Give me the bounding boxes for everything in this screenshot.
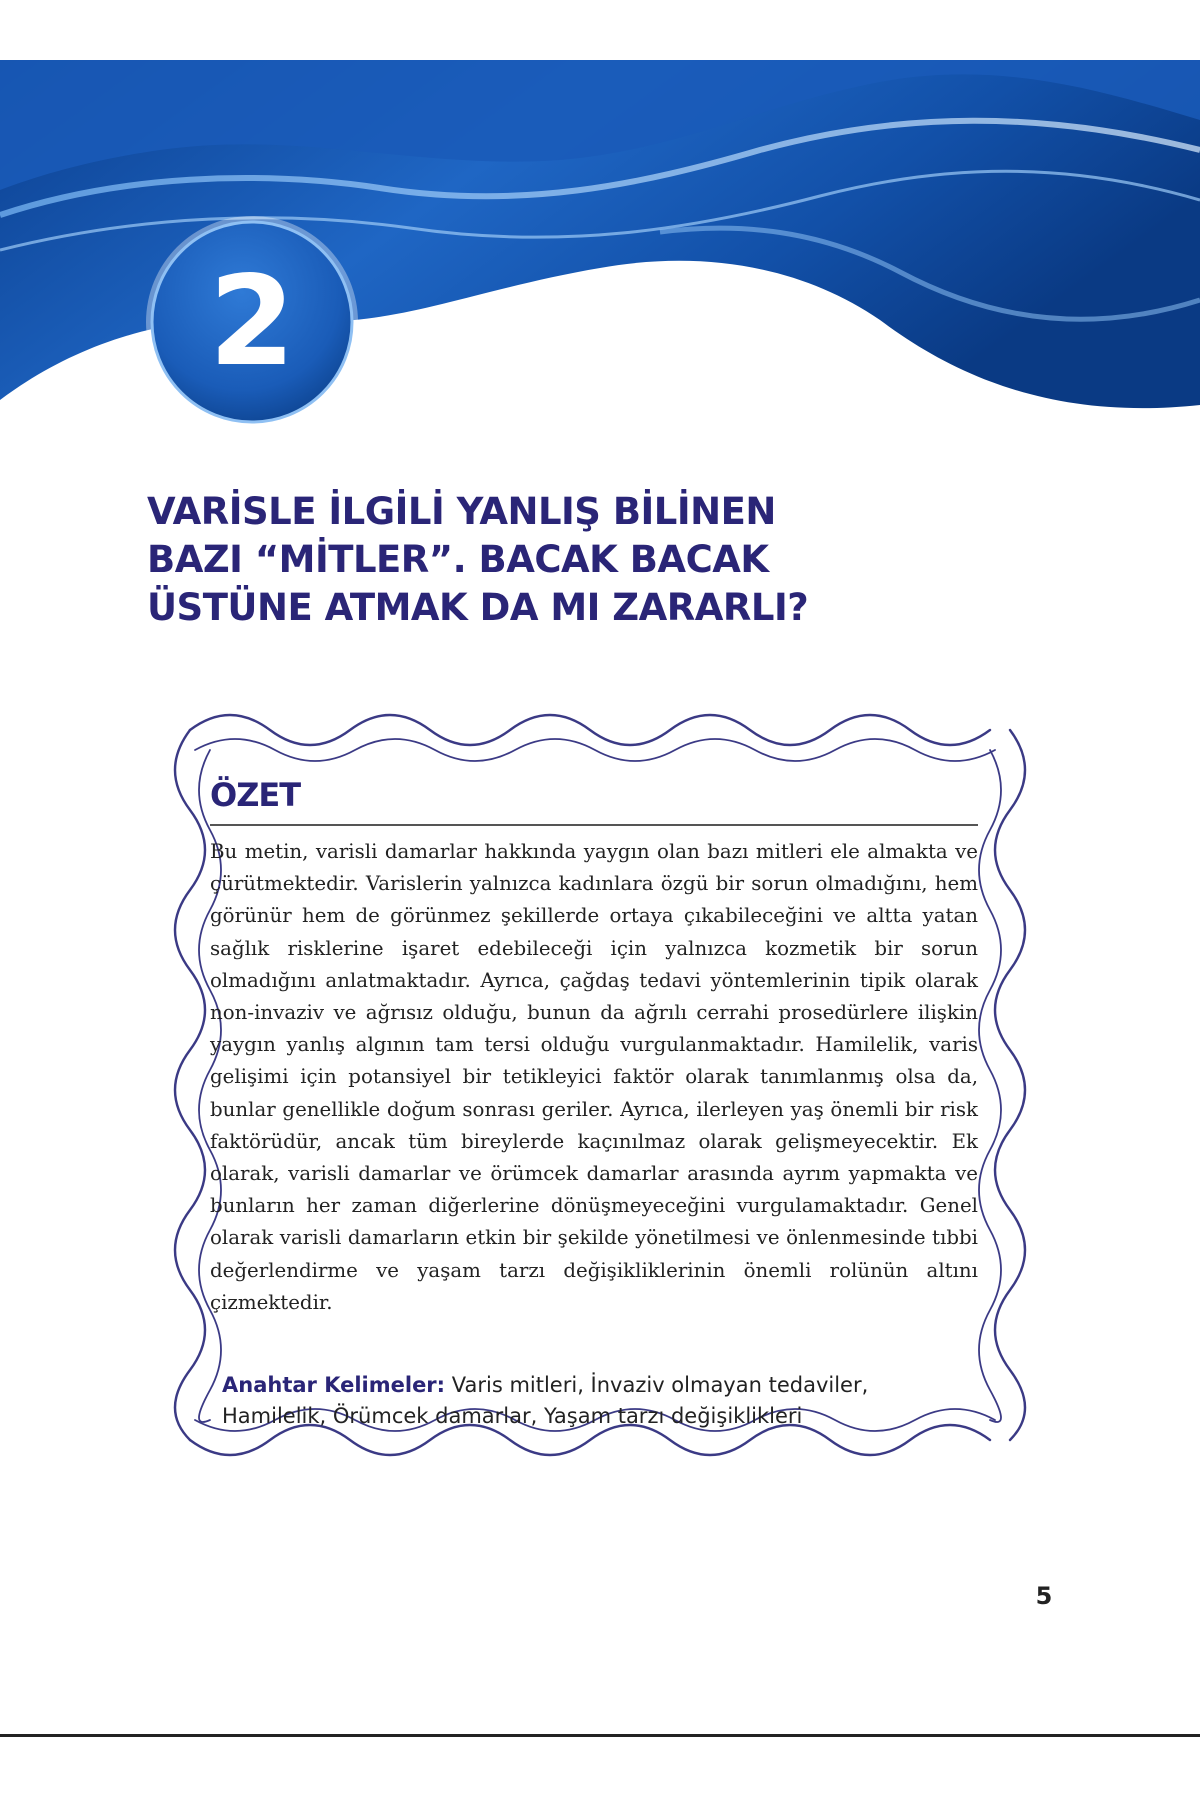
page-number: 5 — [1035, 1582, 1053, 1610]
chapter-title-line: VARİSLE İLGİLİ YANLIŞ BİLİNEN — [147, 490, 776, 533]
chapter-title-line: ÜSTÜNE ATMAK DA MI ZARARLI? — [147, 586, 809, 629]
chapter-title — [147, 488, 1047, 632]
summary-heading: ÖZET — [210, 776, 301, 814]
summary-body: Bu metin, varisli damarlar hakkında yaygın olan bazı mitleri ele almakta ve çürütmektedir. Varislerin yalnızca kadınlara özgü bir sorun olmadığını, hem görünür hem de görünmez şekillerde ortaya çıkabileceğini ve altta yatan sağlık risklerine işaret edebileceği için yalnızca kozmetik bir sorun olmadığını anlatmaktadır. Ayrıca, çağdaş tedavi yöntemlerinin tipik olarak non-invaziv ve ağrısız olduğu, bunun da ağrılı cerrahi prosedürlere ilişkin yaygın yanlış algının tam tersi olduğu vurgulanmaktadır. Hamilelik, varis gelişimi için potansiyel bir tetikleyici faktör olarak tanımlanmış olsa da, bunlar genellikle doğum sonrası geriler. Ayrıca, ilerleyen yaş önemli bir risk faktörüdür, ancak tüm bireylerde kaçınılmaz olarak gelişmeyecektir. Ek olarak, varisli damarlar ve örümcek damarlar arasında ayrım yapmakta ve bunların her zaman diğerlerine dönüşmeyeceğini vurgulamaktadır. Genel olarak varisli damarların etkin bir şekilde yönetilmesi ve önlenmesinde tıbbi değerlendirme ve yaşam tarzı değişikliklerinin önemli rolünün altını çizmektedir. — [210, 840, 978, 1314]
chapter-title-line: BAZI “MİTLER”. BACAK BACAK — [147, 538, 769, 581]
keywords-text: Varis mitleri, İnvaziv olmayan tedaviler, Hamilelik, Örümcek damarlar, Yaşam tarzı değişiklikleri — [222, 1373, 869, 1428]
chapter-number: 2 — [208, 250, 296, 394]
page-bottom-rule — [0, 1734, 1200, 1737]
keywords — [222, 1370, 972, 1432]
summary-divider — [210, 824, 978, 826]
keywords-label: Anahtar Kelimeler: — [222, 1373, 446, 1397]
